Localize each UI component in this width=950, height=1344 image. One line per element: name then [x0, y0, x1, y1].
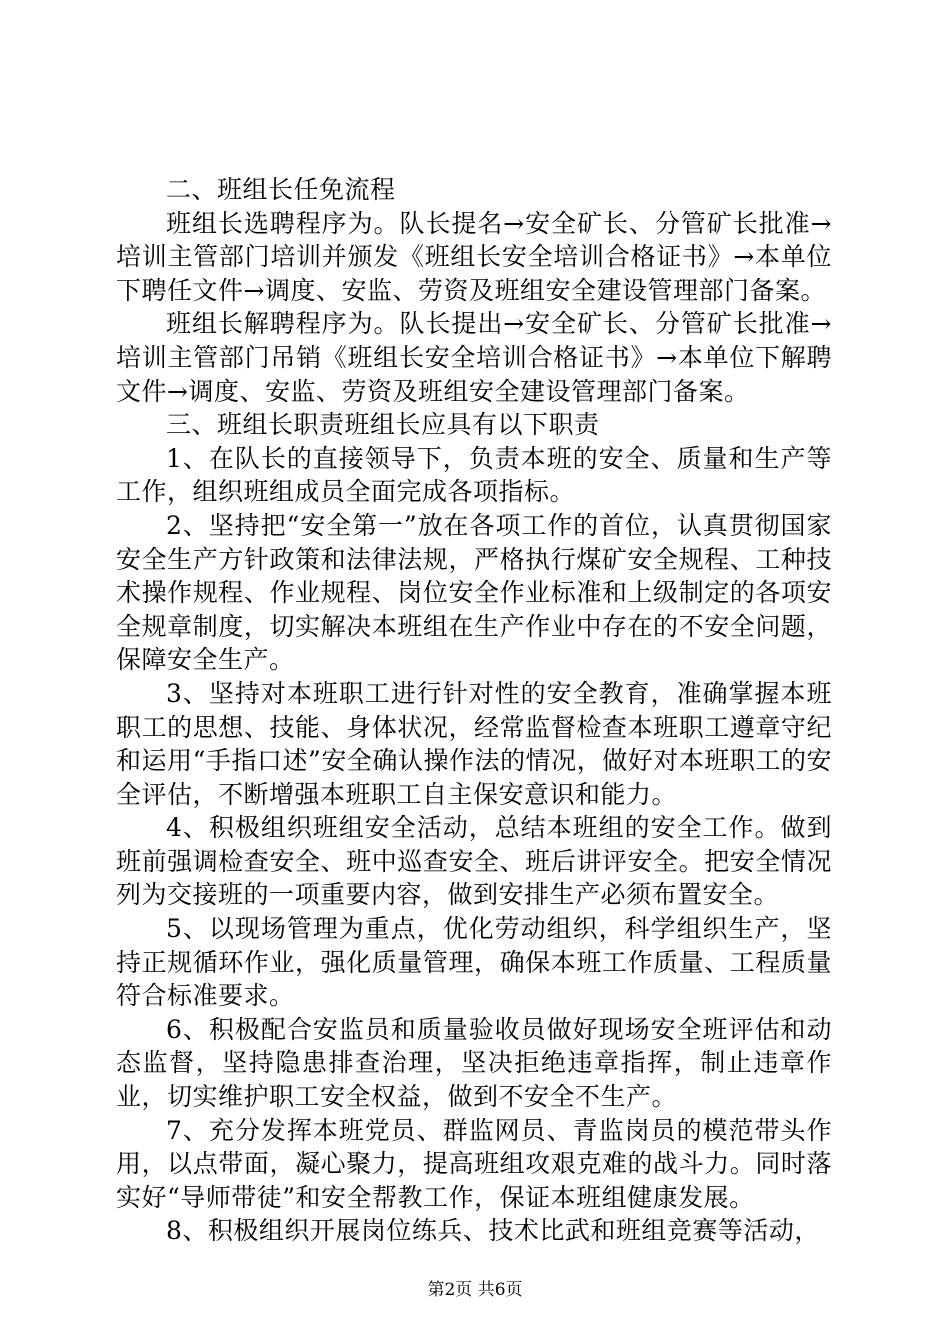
- document-body: [116, 173, 832, 1248]
- paragraph-dismissal-procedure: 班组长解聘程序为。队长提出→安全矿长、分管矿长批准→培训主管部门吊销《班组长安全培训合格证书》→本单位下解聘文件→调度、安监、劳资及班组安全建设管理部门备案。: [116, 309, 832, 406]
- duty-item-2: 2、坚持把“安全第一”放在各项工作的首位，认真贯彻国家安全生产方针政策和法律法规，严格执行煤矿安全规程、工种技术操作规程、作业规程、岗位安全作业标准和上级制定的各项安全规章制度，切实解决本班组在生产作业中存在的不安全问题，保障安全生产。: [116, 510, 832, 675]
- duty-item-1: 1、在队长的直接领导下，负责本班的安全、质量和生产等工作，组织班组成员全面完成各项指标。: [116, 443, 832, 507]
- section-heading-duties: 三、班组长职责班组长应具有以下职责: [166, 410, 600, 440]
- duty-item-7: 7、充分发挥本班党员、群监网员、青监岗员的模范带头作用，以点带面，凝心聚力，提高班组攻艰克难的战斗力。同时落实好“导师带徒”和安全帮教工作，保证本班组健康发展。: [116, 1115, 832, 1212]
- duty-item-4: 4、积极组织班组安全活动，总结本班组的安全工作。做到班前强调检查安全、班中巡查安全、班后讲评安全。把安全情况列为交接班的一项重要内容，做到安排生产必须布置安全。: [116, 813, 832, 910]
- duty-item-3: 3、坚持对本班职工进行针对性的安全教育，准确掌握本班职工的思想、技能、身体状况，经常监督检查本班职工遵章守纪和运用“手指口述”安全确认操作法的情况，做好对本班职工的安全评估，不断增强本班职工自主保安意识和能力。: [116, 678, 832, 809]
- duty-item-5: 5、以现场管理为重点，优化劳动组织，科学组织生产，坚持正规循环作业，强化质量管理，确保本班工作质量、工程质量符合标准要求。: [116, 914, 832, 1011]
- duty-item-6: 6、积极配合安监员和质量验收员做好现场安全班评估和动态监督，坚持隐患排查治理，坚决拒绝违章指挥，制止违章作业，切实维护职工安全权益，做到不安全不生产。: [116, 1014, 832, 1112]
- paragraph-selection-procedure: 班组长选聘程序为。队长提名→安全矿长、分管矿长批准→培训主管部门培训并颁发《班组长安全培训合格证书》→本单位下聘任文件→调度、安监、劳资及班组安全建设管理部门备案。: [116, 208, 832, 305]
- duty-item-8: 8、积极组织开展岗位练兵、技术比武和班组竞赛等活动，: [166, 1216, 820, 1246]
- page-number-footer: 第2页 共6页: [427, 1280, 523, 1300]
- section-heading-appointment: 二、班组长任免流程: [166, 175, 396, 204]
